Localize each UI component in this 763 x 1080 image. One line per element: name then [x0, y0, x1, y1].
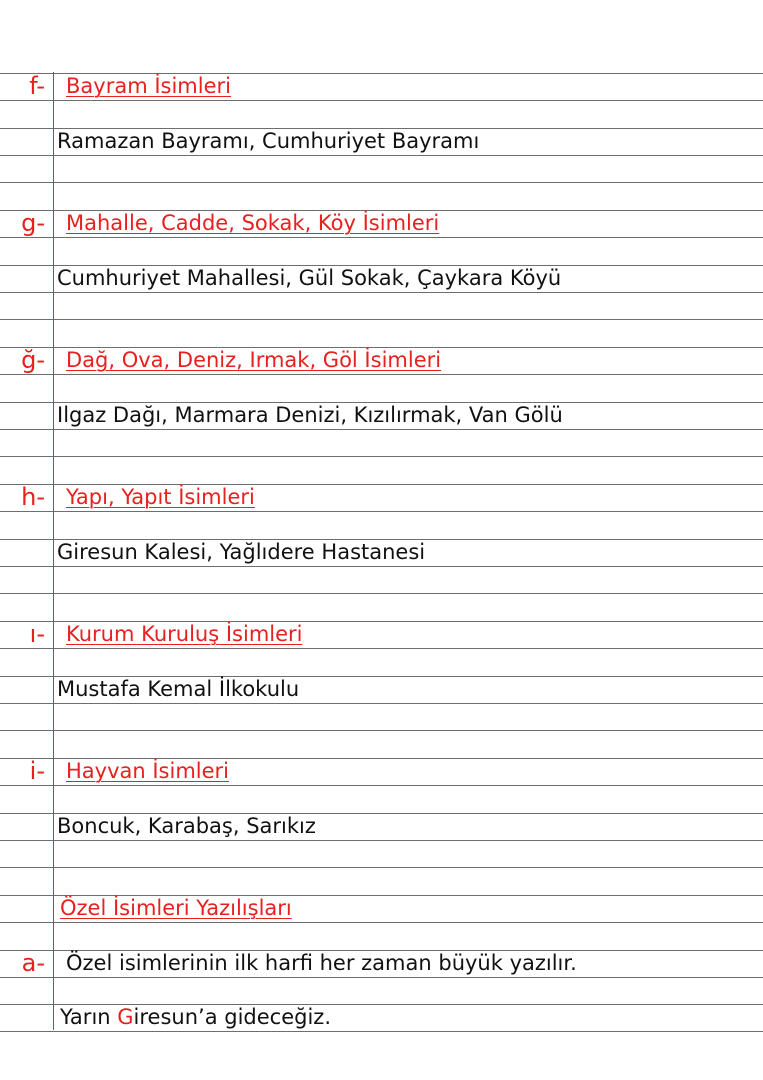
example-highlight-letter: G	[117, 1005, 134, 1029]
section-example-row	[0, 402, 763, 429]
ruled-line	[0, 730, 763, 731]
section-title: Mahalle, Cadde, Sokak, Köy İsimleri	[66, 211, 440, 235]
ruled-line	[0, 840, 763, 841]
rules-section-title: Özel İsimleri Yazılışları	[60, 896, 292, 920]
rule-example	[60, 1005, 331, 1029]
section-title: Dağ, Ova, Deniz, Irmak, Göl İsimleri	[66, 348, 442, 372]
example-after: iresun’a gideceğiz.	[133, 1005, 331, 1029]
rules-heading-row	[0, 895, 763, 922]
ruled-line	[0, 1031, 763, 1032]
section-example: Ilgaz Dağı, Marmara Denizi, Kızılırmak, Van Gölü	[57, 403, 563, 427]
section-example-row	[0, 265, 763, 292]
section-marker: f-	[29, 72, 45, 100]
rule-text: Özel isimlerinin ilk harfi her zaman büyük yazılır.	[66, 951, 577, 975]
section-example: Boncuk, Karabaş, Sarıkız	[57, 814, 316, 838]
ruled-line	[0, 703, 763, 704]
section-marker: ı-	[29, 620, 45, 648]
section-heading-row	[0, 210, 763, 237]
rule-row	[0, 950, 763, 977]
section-marker: i-	[29, 757, 45, 785]
ruled-line	[0, 182, 763, 183]
section-example: Mustafa Kemal İlkokulu	[57, 677, 300, 701]
section-example: Giresun Kalesi, Yağlıdere Hastanesi	[57, 540, 426, 564]
rule-marker: a-	[21, 949, 45, 977]
ruled-line	[0, 785, 763, 786]
section-heading-row	[0, 347, 763, 374]
ruled-line	[0, 977, 763, 978]
ruled-line	[0, 456, 763, 457]
section-marker: g-	[21, 209, 45, 237]
section-example-row	[0, 813, 763, 840]
section-heading-row	[0, 484, 763, 511]
ruled-line	[0, 237, 763, 238]
section-marker: ğ-	[21, 346, 45, 374]
ruled-line	[0, 374, 763, 375]
section-heading-row	[0, 621, 763, 648]
ruled-line	[0, 593, 763, 594]
section-marker: h-	[21, 483, 45, 511]
ruled-line	[0, 511, 763, 512]
section-heading-row	[0, 73, 763, 100]
ruled-line	[0, 429, 763, 430]
ruled-line	[0, 155, 763, 156]
section-example: Cumhuriyet Mahallesi, Gül Sokak, Çaykara Köyü	[57, 266, 562, 290]
section-example-row	[0, 128, 763, 155]
section-title: Hayvan İsimleri	[66, 759, 230, 783]
ruled-line	[0, 648, 763, 649]
rule-example-row	[0, 1004, 763, 1031]
ruled-line	[0, 922, 763, 923]
example-before: Yarın	[60, 1005, 118, 1029]
section-title: Yapı, Yapıt İsimleri	[66, 485, 255, 509]
ruled-line	[0, 867, 763, 868]
section-title: Bayram İsimleri	[66, 74, 231, 98]
section-heading-row	[0, 758, 763, 785]
ruled-line	[0, 292, 763, 293]
section-example: Ramazan Bayramı, Cumhuriyet Bayramı	[57, 129, 480, 153]
section-example-row	[0, 539, 763, 566]
section-example-row	[0, 676, 763, 703]
ruled-line	[0, 100, 763, 101]
ruled-line	[0, 566, 763, 567]
ruled-line	[0, 319, 763, 320]
section-title: Kurum Kuruluş İsimleri	[66, 622, 303, 646]
